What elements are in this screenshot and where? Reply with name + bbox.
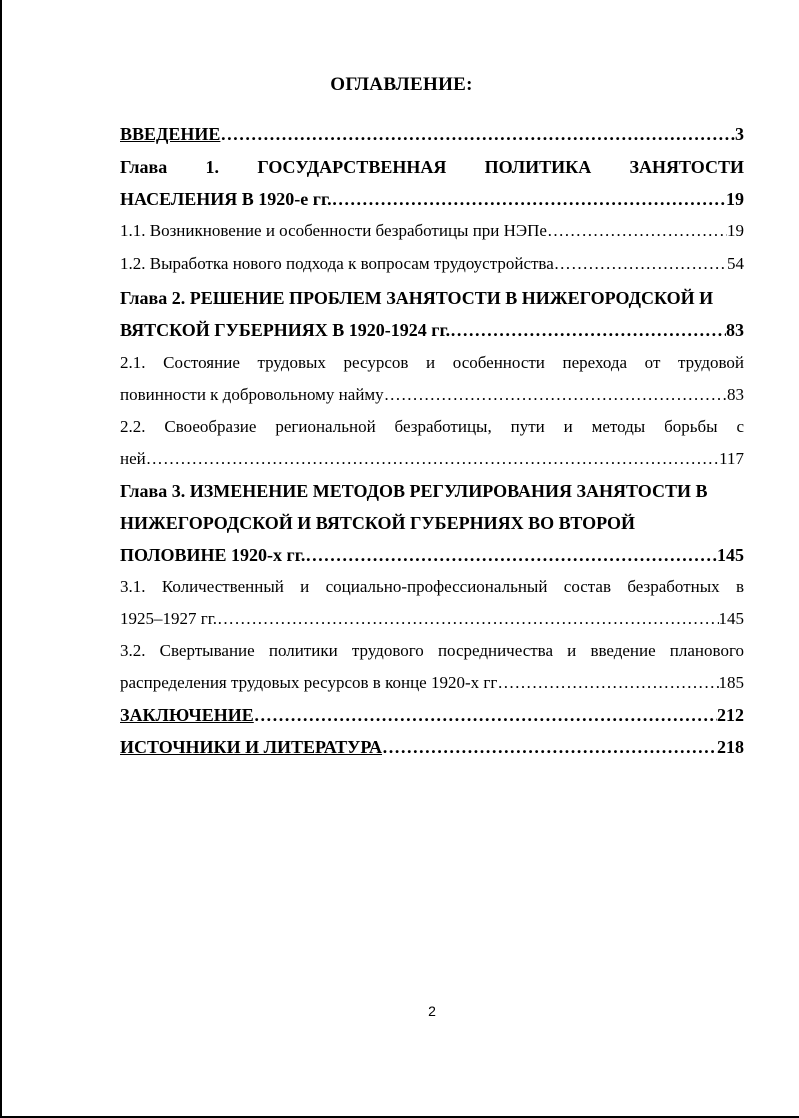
toc-entry-section-1-2[interactable] (120, 248, 744, 280)
toc-page-number: 185 (718, 673, 744, 692)
toc-page-number: 83 (726, 320, 744, 340)
toc-leader-dots (450, 314, 726, 346)
toc-entry-section-3-1-line-2[interactable] (120, 603, 744, 635)
toc-leader-dots (382, 731, 717, 763)
toc-entry-chapter-3-line-2[interactable]: НИЖЕГОРОДСКОЙ И ВЯТСКОЙ ГУБЕРНИЯХ ВО ВТОРОЙ (120, 513, 636, 533)
toc-leader-dots (217, 603, 718, 635)
toc-page-number: 117 (719, 449, 744, 468)
toc-page-number: 145 (717, 545, 744, 565)
toc-page-number: 145 (718, 609, 744, 628)
toc-page-number: 19 (726, 189, 744, 209)
toc-entry-section-3-2-line-2[interactable] (120, 667, 744, 699)
page-title: ОГЛАВЛЕНИЕ: (330, 74, 473, 95)
toc-page-number: 83 (727, 385, 744, 404)
toc-entry-chapter-1-line-2[interactable] (120, 183, 744, 215)
toc-entry-label: повинности к добровольному найму (120, 385, 384, 404)
toc-entry-label: ПОЛОВИНЕ 1920-х гг. (120, 545, 306, 565)
toc-page-number: 19 (727, 221, 744, 240)
toc-entry-label: 1.1. Возникновение и особенности безработицы при НЭПе (120, 221, 547, 240)
toc-entry-label: ВЯТСКОЙ ГУБЕРНИЯХ В 1920-1924 гг. (120, 320, 451, 340)
page-number: 2 (428, 1003, 436, 1019)
toc-leader-dots (332, 183, 726, 215)
toc-leader-dots (554, 248, 727, 280)
toc-leader-dots (497, 667, 718, 699)
toc-entry-section-2-2-line-2[interactable] (120, 443, 744, 475)
toc-entry-section-2-1-line-1[interactable]: 2.1. Состояние трудовых ресурсов и особенности перехода от трудовой (120, 353, 744, 372)
toc-entry-label: распределения трудовых ресурсов в конце 1920-х гг (120, 673, 498, 692)
toc-entry-conclusion[interactable] (120, 699, 744, 731)
toc-entry-chapter-3-line-3[interactable] (120, 539, 744, 571)
toc-entry-label: ЗАКЛЮЧЕНИЕ (120, 705, 254, 725)
toc-leader-dots (305, 539, 717, 571)
toc-entry-section-3-1-line-1[interactable]: 3.1. Количественный и социально-профессиональный состав безработных в (120, 577, 744, 596)
toc-entry-label: 1.2. Выработка нового подхода к вопросам трудоустройства (120, 254, 554, 273)
toc-entry-chapter-2-line-1[interactable]: Глава 2. РЕШЕНИЕ ПРОБЛЕМ ЗАНЯТОСТИ В НИЖЕГОРОДСКОЙ И (120, 288, 714, 308)
toc-entry-section-3-2-line-1[interactable]: 3.2. Свертывание политики трудового посредничества и введение планового (120, 641, 744, 660)
toc-leader-dots (547, 215, 727, 247)
toc-entry-label: 1925–1927 гг. (120, 609, 218, 628)
toc-leader-dots (384, 379, 727, 411)
toc-entry-intro[interactable] (120, 118, 744, 150)
toc-page-number: 218 (717, 737, 744, 757)
toc-entry-label: ВВЕДЕНИЕ (120, 124, 221, 144)
toc-leader-dots (254, 699, 717, 731)
toc-entry-chapter-1-line-1[interactable]: Глава 1. ГОСУДАРСТВЕННАЯ ПОЛИТИКА ЗАНЯТОСТИ (120, 157, 744, 177)
toc-entry-label: НАСЕЛЕНИЯ В 1920-е гг. (120, 189, 332, 209)
toc-entry-section-2-2-line-1[interactable]: 2.2. Своеобразие региональной безработицы, пути и методы борьбы с (120, 417, 744, 436)
toc-entry-sources[interactable] (120, 731, 744, 763)
toc-entry-label: ней (120, 449, 146, 468)
toc-leader-dots (146, 443, 719, 475)
toc-page-number: 3 (735, 124, 744, 144)
toc-entry-label: ИСТОЧНИКИ И ЛИТЕРАТУРА (120, 737, 383, 757)
toc-entry-section-2-1-line-2[interactable] (120, 379, 744, 411)
toc-leader-dots (220, 118, 735, 150)
toc-entry-chapter-2-line-2[interactable] (120, 314, 744, 346)
toc-page-number: 212 (717, 705, 744, 725)
toc-page-number: 54 (727, 254, 744, 273)
toc-entry-chapter-3-line-1[interactable]: Глава 3. ИЗМЕНЕНИЕ МЕТОДОВ РЕГУЛИРОВАНИЯ ЗАНЯТОСТИ В (120, 481, 708, 501)
toc-entry-section-1-1[interactable] (120, 215, 744, 247)
